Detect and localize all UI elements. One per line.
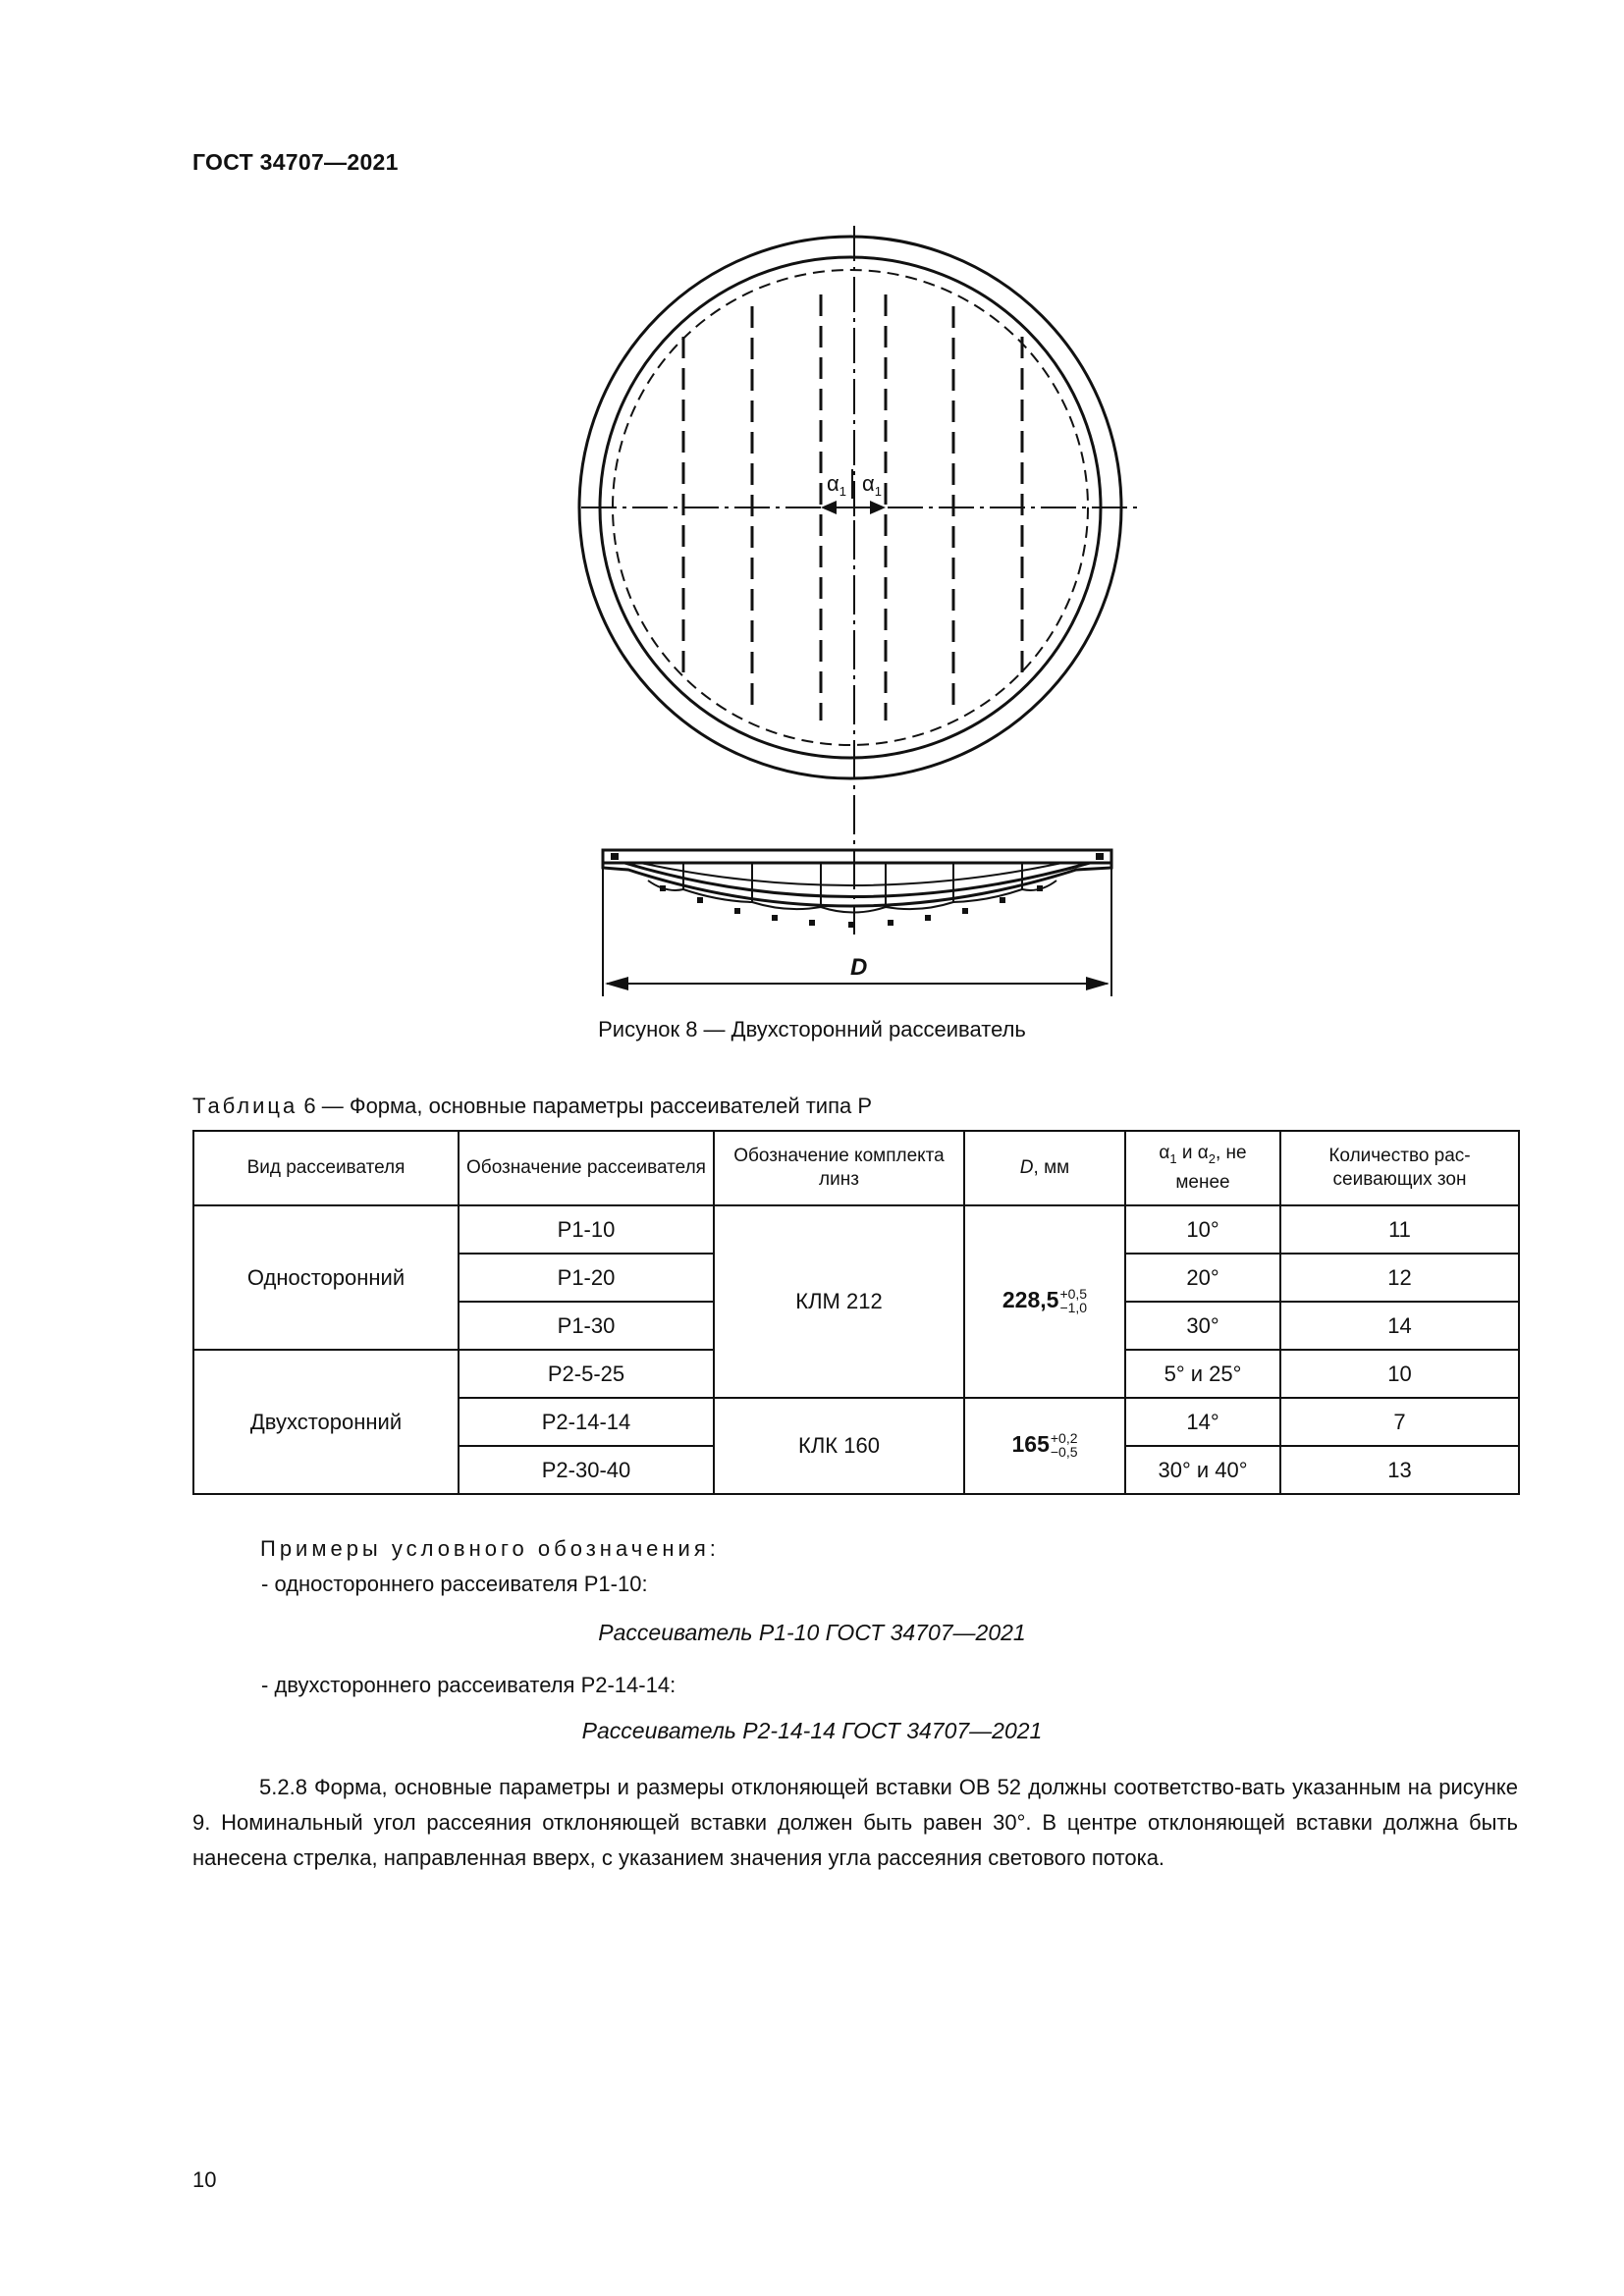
figure-caption: Рисунок 8 — Двухсторонний рассеиватель: [598, 1017, 1026, 1041]
designation-cell: Р2-5-25: [459, 1350, 714, 1398]
dimension-d-label: D: [850, 954, 868, 981]
zones-cell: 7: [1280, 1398, 1519, 1446]
angle-cell: 20°: [1125, 1254, 1280, 1302]
lens-kit-cell: КЛМ 212: [714, 1205, 964, 1398]
zones-cell: 13: [1280, 1446, 1519, 1494]
alpha-label-left: $\alpha_1$: [827, 471, 846, 499]
group-type-cell: Односторонний: [193, 1205, 459, 1350]
header-designation: Обозначение рассеивателя: [459, 1131, 714, 1205]
table-title: [192, 1094, 872, 1119]
designation-cell: Р1-20: [459, 1254, 714, 1302]
header-diameter: [964, 1131, 1125, 1205]
designation-cell: Р2-14-14: [459, 1398, 714, 1446]
example-item-double-sided: - двухстороннего рассеивателя Р2-14-14:: [261, 1673, 677, 1697]
angle-cell: 30° и 40°: [1125, 1446, 1280, 1494]
header-lens-kit: Обозначение комплекта линз: [714, 1131, 964, 1205]
page-number: 10: [192, 2167, 217, 2192]
table-title-prefix: Таблица: [192, 1094, 298, 1118]
designation-cell: Р1-10: [459, 1205, 714, 1254]
table-title-text: 6 — Форма, основные параметры рассеивателей типа Р: [298, 1094, 873, 1118]
designation-cell: Р2-30-40: [459, 1446, 714, 1494]
diameter-cell: 165 +0,2 −0,5: [964, 1398, 1125, 1494]
designation-cell: Р1-30: [459, 1302, 714, 1350]
table-row: [193, 1205, 1519, 1254]
document-header: ГОСТ 34707—2021: [192, 149, 399, 175]
parameters-table: [192, 1130, 1520, 1495]
example-designation-double-sided: Рассеиватель Р2-14-14 ГОСТ 34707—2021: [581, 1718, 1043, 1743]
group-type-cell: Двухсторонний: [193, 1350, 459, 1494]
figure-8-drawing: [0, 0, 1624, 1021]
paragraph-5-2-8: 5.2.8 Форма, основные параметры и размеры отклоняющей вставки ОВ 52 должны соответство-вать указанным на рисунке 9. Номинальный угол рассеяния отклоняющей вставки должен быть равен 30°. В центре отклоняющей вставки должна быть нанесена стрелка, направленная вверх, с указанием значения угла рассеяния светового потока.: [192, 1775, 1518, 1870]
example-designation-single-sided: Рассеиватель Р1-10 ГОСТ 34707—2021: [598, 1620, 1026, 1645]
diameter-unit: , мм: [1033, 1157, 1070, 1178]
zones-cell: 12: [1280, 1254, 1519, 1302]
angle-cell: 14°: [1125, 1398, 1280, 1446]
table-header-row: [193, 1131, 1519, 1205]
zones-cell: 11: [1280, 1205, 1519, 1254]
zones-cell: 10: [1280, 1350, 1519, 1398]
diameter-symbol: D: [1019, 1157, 1034, 1178]
zones-cell: 14: [1280, 1302, 1519, 1350]
lens-kit-cell: КЛК 160: [714, 1398, 964, 1494]
examples-heading: Примеры условного обозначения:: [260, 1536, 720, 1561]
angle-cell: 10°: [1125, 1205, 1280, 1254]
example-item-single-sided: - одностороннего рассеивателя Р1-10:: [261, 1572, 648, 1596]
alpha-label-right: $\alpha_1$: [862, 471, 882, 499]
angle-cell: 5° и 25°: [1125, 1350, 1280, 1398]
header-zones: Количество рас-сеивающих зон: [1280, 1131, 1519, 1205]
angle-cell: 30°: [1125, 1302, 1280, 1350]
diameter-cell: 228,5 +0,5 −1,0: [964, 1205, 1125, 1398]
header-angle: $\alpha_1$ и $\alpha_2$, не менее: [1125, 1131, 1280, 1205]
header-type: Вид рассеивателя: [193, 1131, 459, 1205]
